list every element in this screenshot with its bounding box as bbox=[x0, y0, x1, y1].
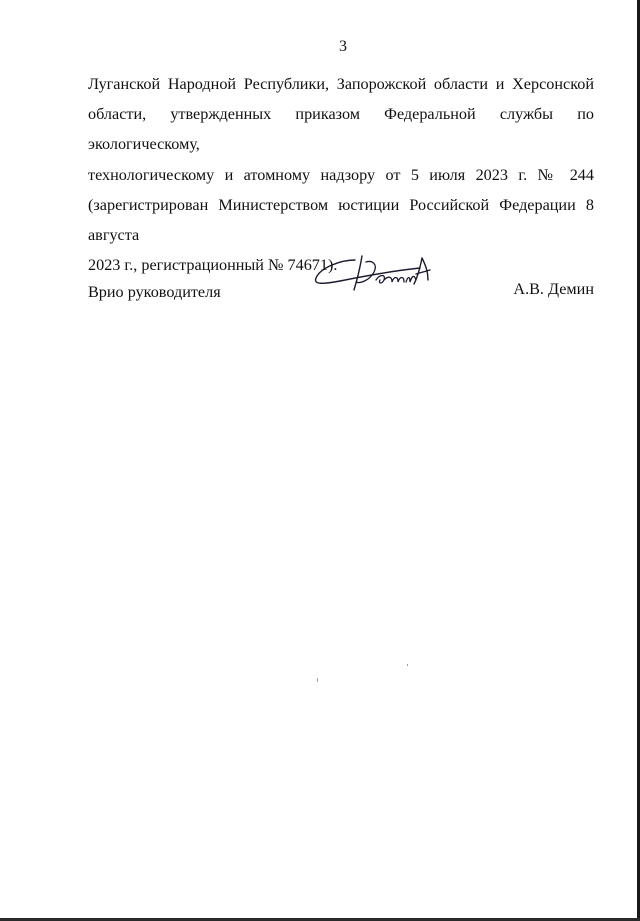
handwritten-signature bbox=[310, 250, 450, 300]
paragraph-line: Луганской Народной Республики, Запорожской области и Херсонской bbox=[88, 75, 594, 93]
paragraph-line: 2023 г., регистрационный № 74671). bbox=[88, 256, 338, 275]
signatory-name: А.В. Демин bbox=[513, 280, 594, 298]
paragraph-line: области, утвержденных приказом Федеральной службы по экологическому, bbox=[88, 105, 594, 154]
page-number: 3 bbox=[339, 38, 347, 55]
scan-artifact bbox=[317, 678, 318, 682]
scan-artifact bbox=[407, 664, 408, 666]
paragraph-line: технологическому и атомному надзору от 5 июля 2023 г. № 244 bbox=[88, 165, 594, 184]
paragraph-line: (зарегистрирован Министерством юстиции Российской Федерации 8 августа bbox=[88, 195, 594, 245]
signatory-title: Врио руководителя bbox=[88, 283, 221, 301]
body-paragraph bbox=[88, 69, 594, 280]
